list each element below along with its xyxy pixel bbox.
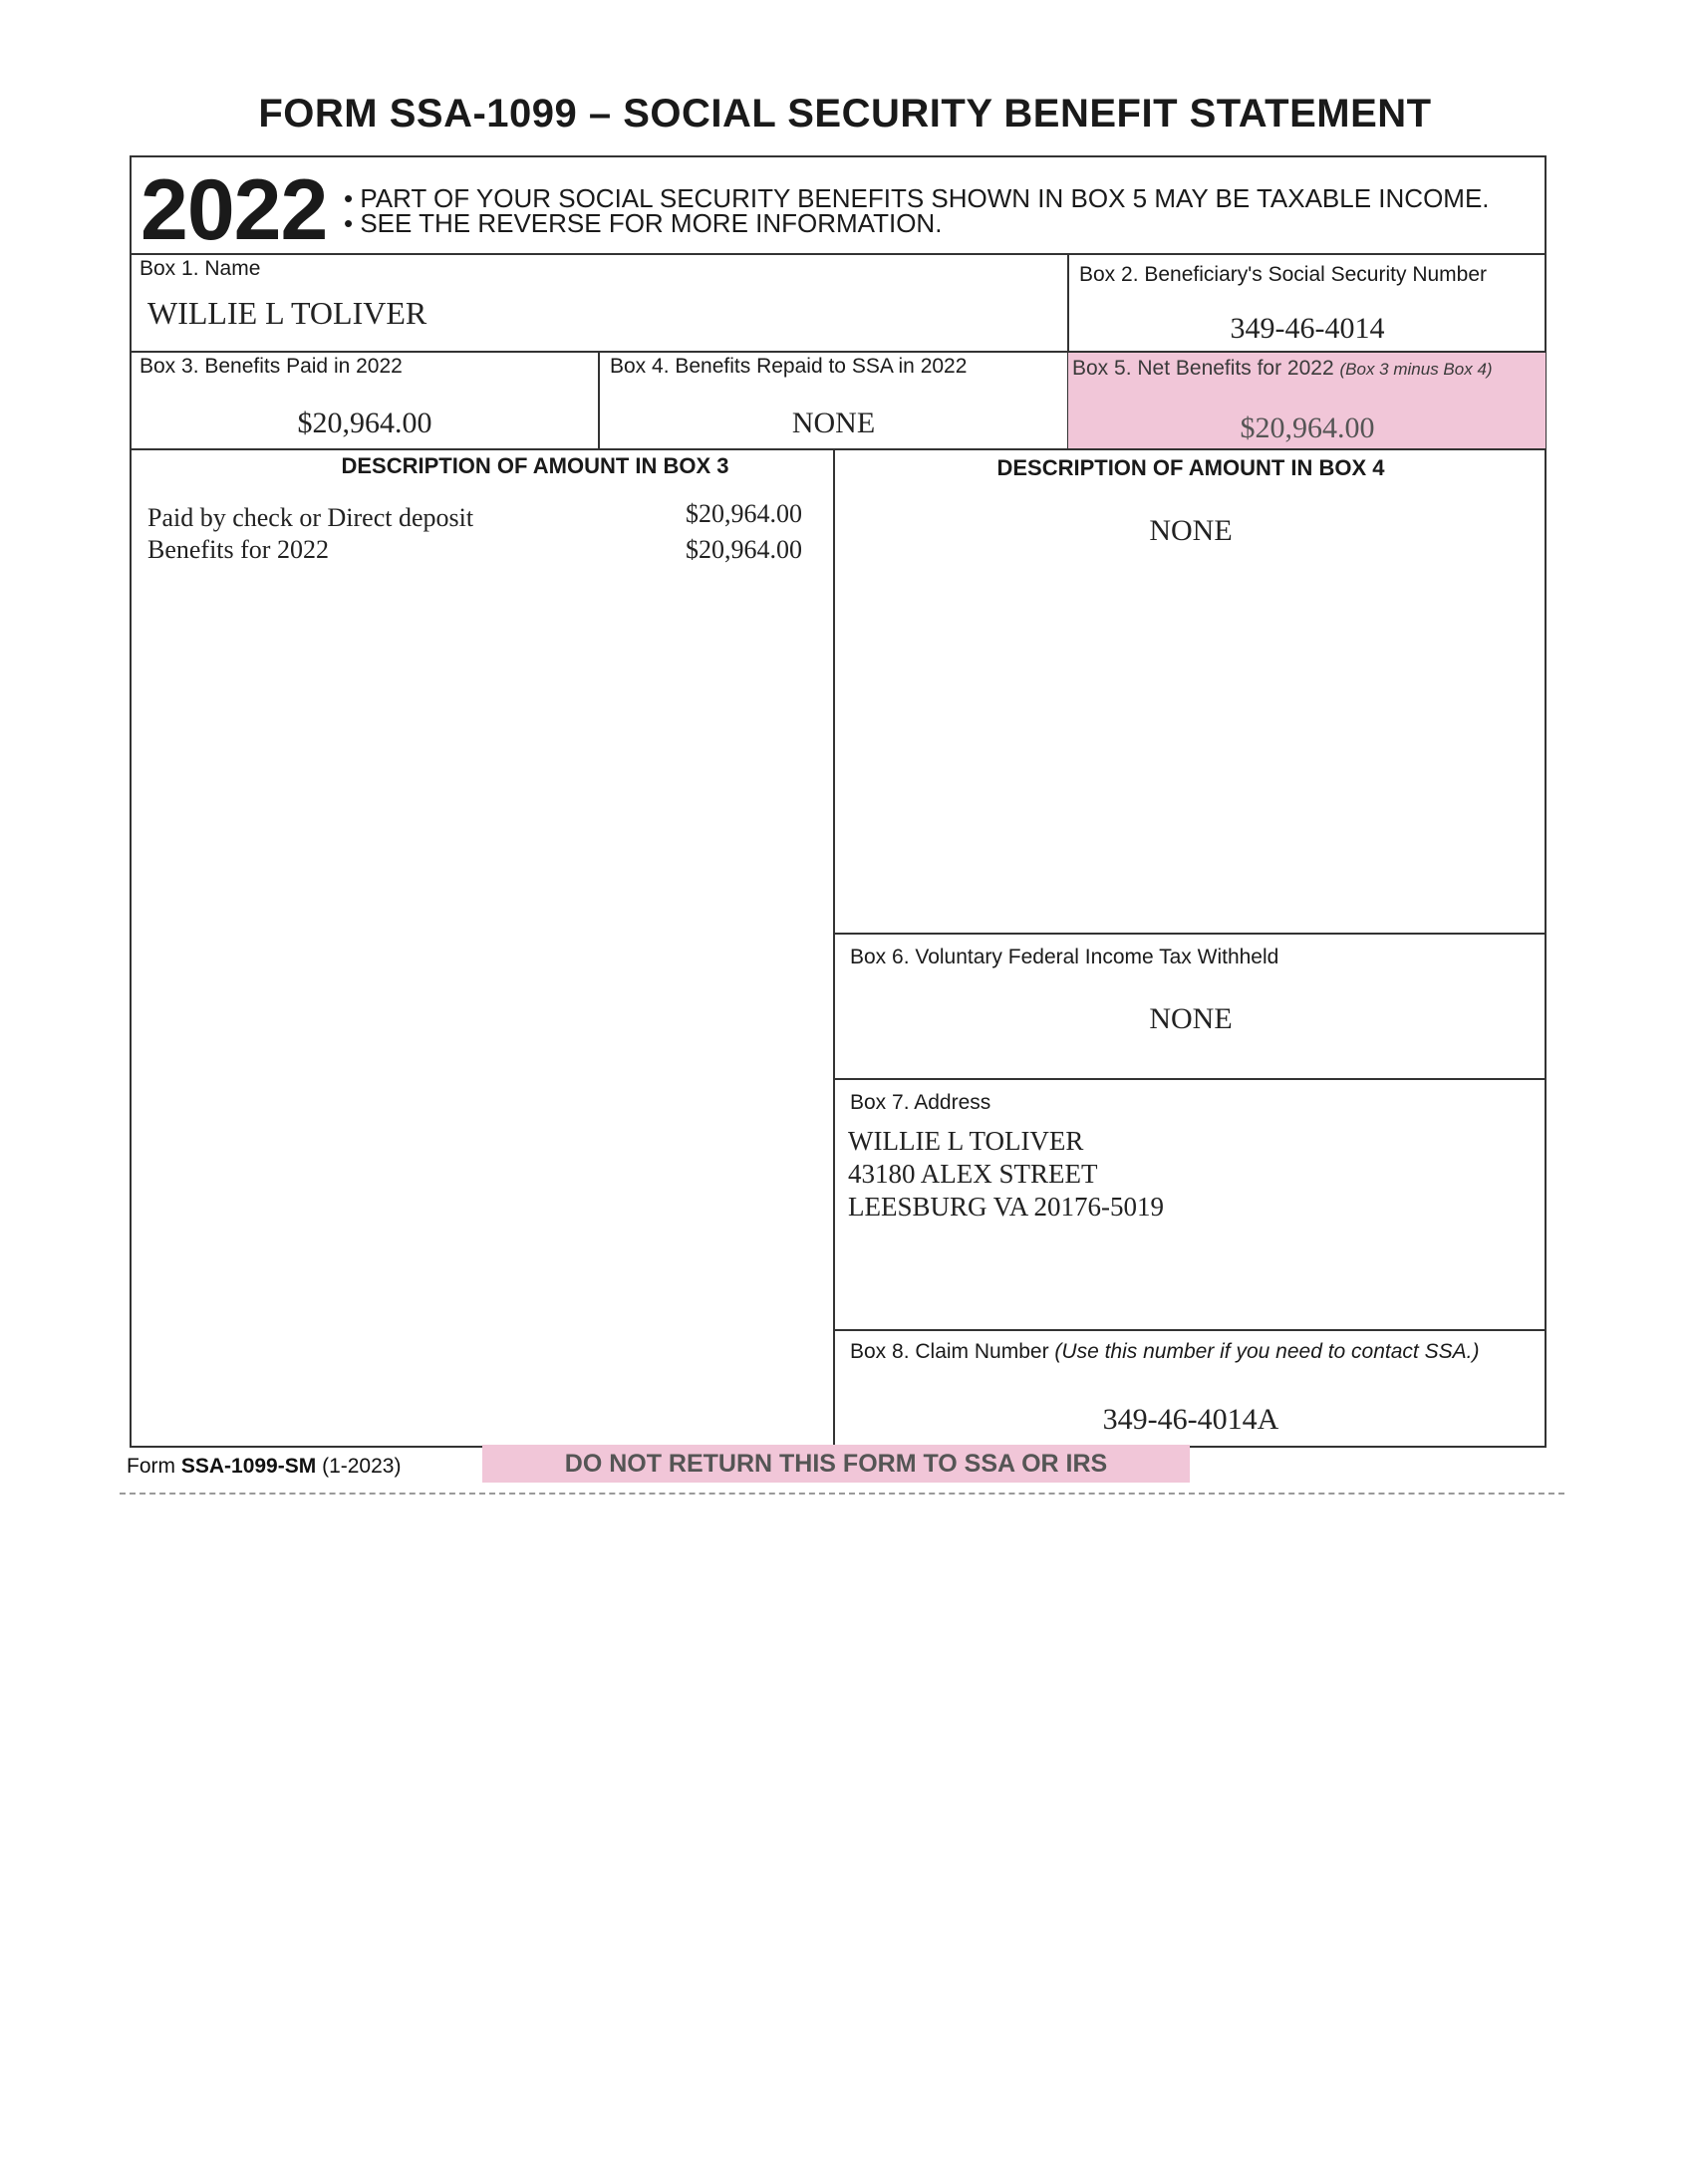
form-prefix: Form [127,1455,175,1478]
desc-box3-heading: DESCRIPTION OF AMOUNT IN BOX 3 [341,453,729,478]
do-not-return-banner: DO NOT RETURN THIS FORM TO SSA OR IRS [482,1445,1190,1483]
box8-label [850,1340,1479,1364]
desc-box3-row-label: Paid by check or Direct deposit [147,503,474,532]
desc-box3-row-label: Benefits for 2022 [147,535,329,564]
divider [833,1329,1547,1331]
box7-address-line: 43180 ALEX STREET [848,1159,1098,1189]
divider [833,1078,1547,1080]
box2-label: Box 2. Beneficiary's Social Security Number [1079,263,1488,286]
box8-label-note: (Use this number if you need to contact SSA.) [1054,1340,1480,1363]
desc-box3-row-amount: $20,964.00 [686,535,802,564]
box5-label [1072,357,1493,381]
form-title: FORM SSA-1099 – SOCIAL SECURITY BENEFIT STATEMENT [258,92,1432,136]
form-frame [130,155,1547,1448]
notice-line-2: • SEE THE REVERSE FOR MORE INFORMATION. [344,208,943,238]
box4-value: NONE [791,407,876,439]
scan-edge [120,1493,1564,1495]
box6-value: NONE [1149,1002,1233,1035]
box1-label: Box 1. Name [140,257,261,280]
box4-label: Box 4. Benefits Repaid to SSA in 2022 [610,355,968,378]
divider [833,448,835,1448]
box3-label: Box 3. Benefits Paid in 2022 [140,355,403,378]
box7-label: Box 7. Address [850,1091,991,1114]
box7-address-line: WILLIE L TOLIVER [848,1126,1084,1156]
divider [833,933,1547,935]
box8-claim-number: 349-46-4014A [1102,1403,1279,1436]
box8-label-text: Box 8. Claim Number [850,1340,1049,1363]
desc-box4-heading: DESCRIPTION OF AMOUNT IN BOX 4 [996,455,1385,480]
box2-ssn-value: 349-46-4014 [1230,312,1385,345]
box5-value: $20,964.00 [1240,411,1375,444]
notice-line-1: • PART OF YOUR SOCIAL SECURITY BENEFITS SHOWN IN BOX 5 MAY BE TAXABLE INCOME. [344,183,1490,213]
divider [130,253,1547,255]
box5-label-note: (Box 3 minus Box 4) [1339,360,1493,379]
form-identifier [127,1455,401,1479]
divider [130,448,1547,450]
box3-value: $20,964.00 [297,407,432,439]
box5-label-text: Box 5. Net Benefits for 2022 [1072,357,1334,380]
tax-year: 2022 [141,162,328,258]
form-revision: (1-2023) [322,1455,402,1478]
box6-label: Box 6. Voluntary Federal Income Tax Withheld [850,946,1279,968]
desc-box3-row-amount: $20,964.00 [686,499,802,528]
box7-address-line: LEESBURG VA 20176-5019 [848,1192,1165,1222]
form-id: SSA-1099-SM [180,1455,317,1478]
box1-name-value: WILLIE L TOLIVER [147,295,427,331]
desc-box4-value: NONE [1149,514,1233,547]
